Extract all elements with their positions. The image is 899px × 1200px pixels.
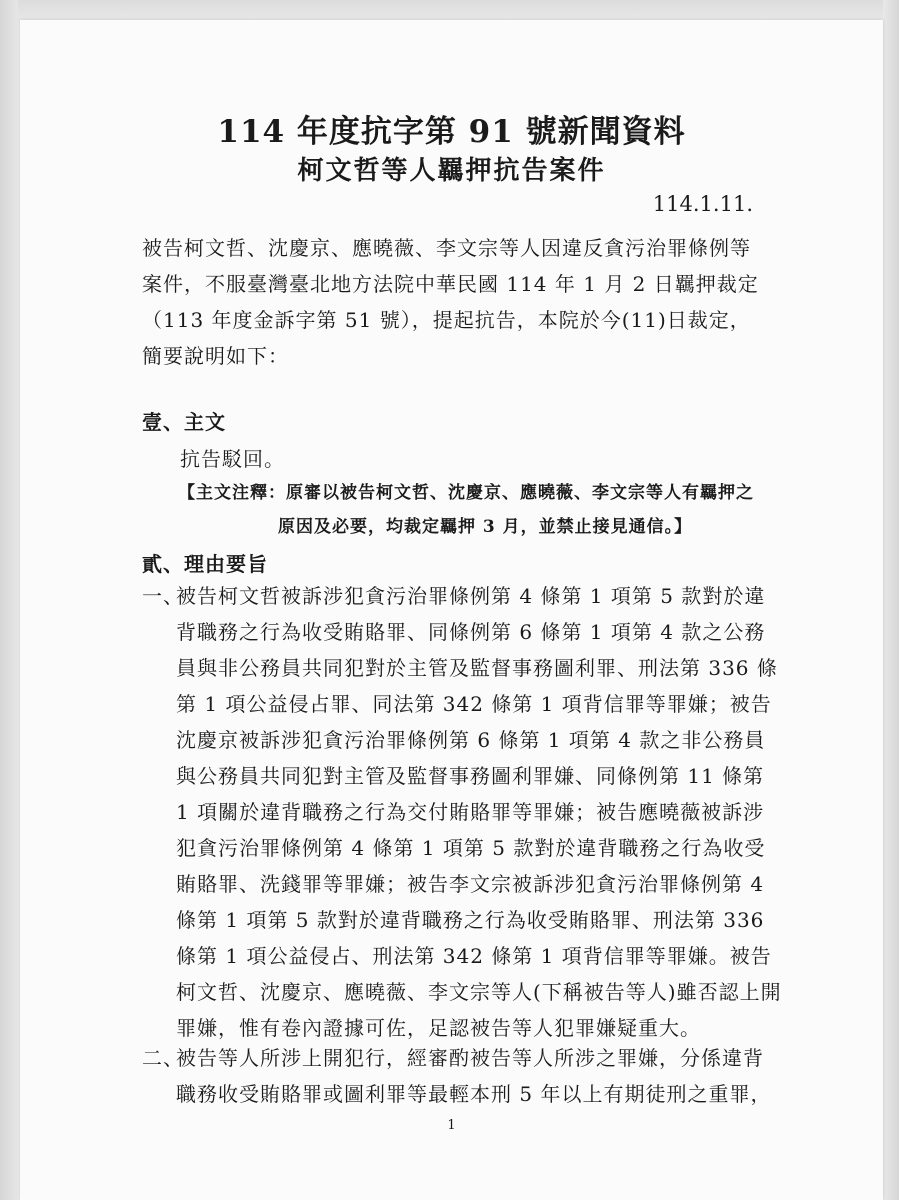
ruling-annotation-line-2: 原因及必要，均裁定羈押 3 月，並禁止接見通信。】 <box>278 517 693 537</box>
scan-shadow-top <box>0 0 899 22</box>
page-number: 1 <box>447 1118 456 1133</box>
document-title: 114 年度抗字第 91 號新聞資料 <box>217 114 686 150</box>
document-date: 114.1.11. <box>652 192 753 216</box>
ruling-annotation-line-1: 【主文注釋：原審以被告柯文哲、沈慶京、應曉薇、李文宗等人有羈押之 <box>178 483 754 503</box>
intro-paragraph: 被告柯文哲、沈慶京、應曉薇、李文宗等人因違反貪污治罪條例等案件，不服臺灣臺北地方法院中華民國 114 年 1 月 2 日羈押裁定（113 年度金訴字第 51 號），提起抗告，本院於今(11)日裁定，簡要說明如下： <box>142 236 759 368</box>
scan-shadow-right <box>883 0 899 1200</box>
section-heading-main-text: 壹、主文 <box>142 410 226 434</box>
reason-item-text: 被告柯文哲被訴涉犯貪污治罪條例第 4 條第 1 項第 5 款對於違背職務之行為收受賄賂罪、同條例第 6 條第 1 項第 4 款之公務員與非公務員共同犯對於主管及監督事務圖利罪、刑法第 336 條第 1 項公益侵占罪、同法第 342 條第 1 項背信罪等罪嫌；被告沈慶京被訴涉犯貪污治罪條例第 6 條第 1 項第 4 款之非公務員與公務員共同犯對主管及監督事務圖利罪嫌、同條例第 11 條第 1 項關於違背職務之行為交付賄賂罪等罪嫌；被告應曉薇被訴涉犯貪污治罪條例第 4 條第 1 項第 5 款對於違背職務之行為收受賄賂罪、洗錢罪等罪嫌；被告李文宗被訴涉犯貪污治罪條例第 4 條第 1 項第 5 款對於違背職務之行為收受賄賂罪、刑法第 336 條第 1 項公益侵占、刑法第 342 條第 1 項背信罪等罪嫌。被告柯文哲、沈慶京、應曉薇、李文宗等人(下稱被告等人)雖否認上開罪嫌，惟有卷內證據可佐，足認被告等人犯罪嫌疑重大。 <box>176 584 782 1040</box>
reason-item-number: 一、 <box>142 584 184 608</box>
scan-shadow-left <box>0 0 18 1200</box>
ruling-text: 抗告駁回。 <box>180 447 285 471</box>
reason-item-2 <box>142 1040 782 1112</box>
document-subtitle: 柯文哲等人羈押抗告案件 <box>297 156 606 186</box>
document-page <box>20 20 883 1200</box>
reason-item-1 <box>142 578 782 1046</box>
section-heading-reasons: 貳、理由要旨 <box>142 552 268 576</box>
ruling-annotation <box>178 476 788 544</box>
reason-item-number: 二、 <box>142 1046 184 1070</box>
reason-item-text: 被告等人所涉上開犯行，經審酌被告等人所涉之罪嫌，分係違背職務收受賄賂罪或圖利罪等最輕本刑 5 年以上有期徒刑之重罪， <box>176 1046 772 1106</box>
